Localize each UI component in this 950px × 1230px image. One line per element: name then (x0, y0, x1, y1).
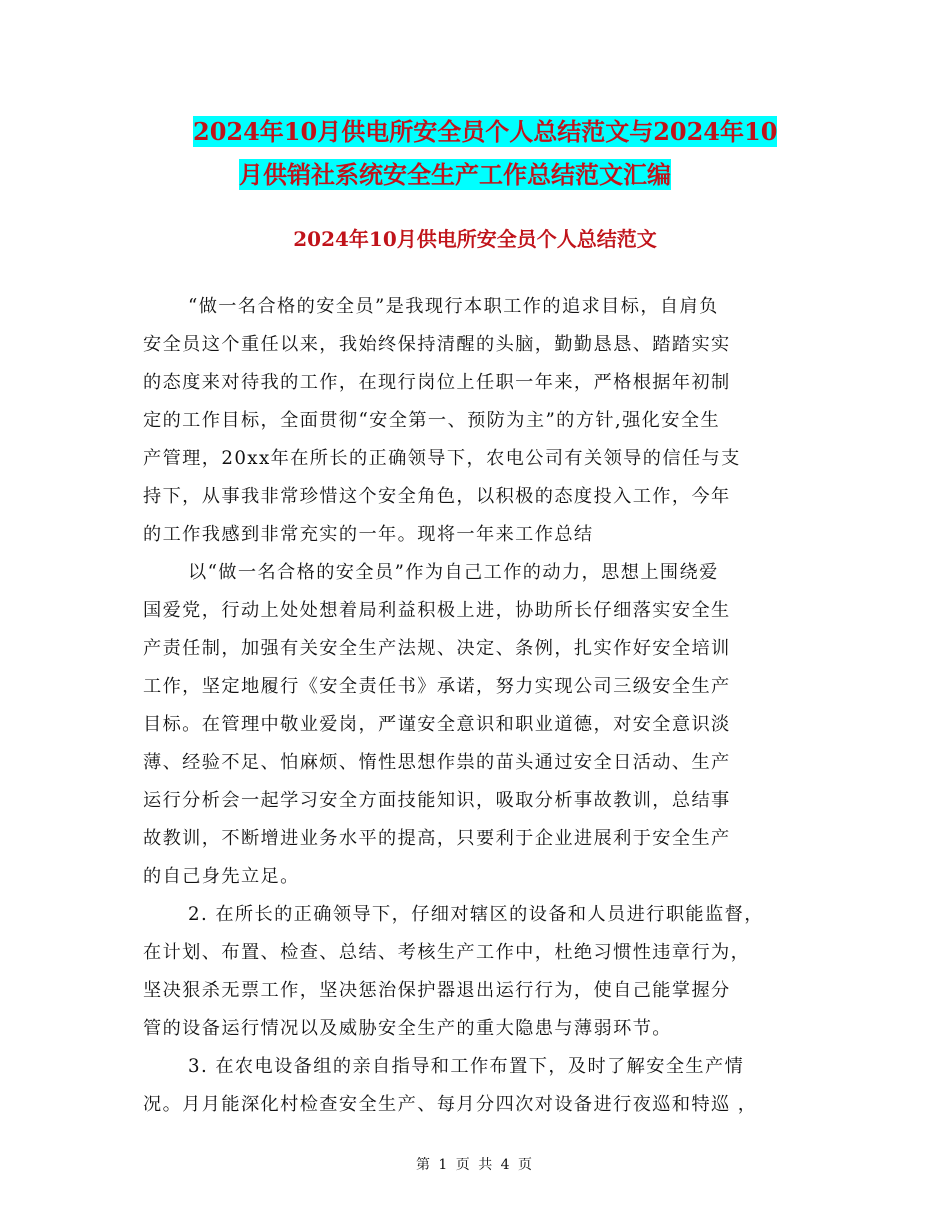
paragraph-line: 的自己身先立足。 (143, 866, 300, 887)
paragraph-line: 3. 在农电设备组的亲自指导和工作布置下，及时了解安全生产情 (188, 1056, 745, 1077)
paragraph-line: 况。月月能深化村检查安全生产、每月分四次对设备进行夜巡和特巡 ， (143, 1094, 758, 1115)
paragraph-line: 2. 在所长的正确领导下，仔细对辖区的设备和人员进行职能监督， (188, 904, 764, 925)
paragraph-line: 产责任制，加强有关安全生产法规、决定、条例，扎实作好安全培训 (143, 638, 731, 659)
document-title-line-1 (0, 114, 950, 150)
paragraph-line: 坚决狠杀无票工作，坚决惩治保护器退出运行行为，使自己能掌握分 (143, 980, 731, 1001)
paragraph-line: 管的设备运行情况以及威胁安全生产的重大隐患与薄弱环节。 (143, 1018, 672, 1039)
page-footer: 第 1 页 共 4 页 (415, 1157, 535, 1173)
paragraph-line: 持下，从事我非常珍惜这个安全角色，以积极的态度投入工作，今年 (143, 486, 731, 507)
paragraph-line: 运行分析会一起学习安全方面技能知识，吸取分析事故教训，总结事 (143, 790, 731, 811)
paragraph-line: 安全员这个重任以来，我始终保持清醒的头脑，勤勤恳恳、踏踏实实 (143, 334, 731, 355)
paragraph-line: 以“做一名合格的安全员”作为自己工作的动力，思想上围绕爱 (188, 562, 719, 583)
paragraph-line: 的工作我感到非常充实的一年。现将一年来工作总结 (143, 524, 594, 545)
paragraph-line: 故教训，不断增进业务水平的提高，只要利于企业进展利于安全生产 (143, 828, 731, 849)
paragraph-line: 目标。在管理中敬业爱岗，严谨安全意识和职业道德，对安全意识淡 (143, 714, 731, 735)
paragraph-line: “做一名合格的安全员”是我现行本职工作的追求目标，自肩负 (188, 296, 719, 317)
paragraph-line: 定的工作目标，全面贯彻“安全第一、预防为主”的方针,强化安全生 (143, 410, 721, 431)
paragraph-line: 在计划、布置、检查、总结、考核生产工作中，杜绝习惯性违章行为， (143, 942, 751, 963)
title-highlight-2: 月供销社系统安全生产工作总结范文汇编 (239, 160, 671, 189)
paragraph-line: 国爱党，行动上处处想着局利益积极上进，协助所长仔细落实安全生 (143, 600, 731, 621)
paragraph-line: 工作，坚定地履行《安全责任书》承诺，努力实现公司三级安全生产 (143, 676, 731, 697)
paragraph-line: 薄、经验不足、怕麻烦、惰性思想作祟的苗头通过安全日活动、生产 (143, 752, 731, 773)
document-title-line-2 (0, 157, 950, 193)
paragraph-line: 的态度来对待我的工作，在现行岗位上任职一年来，严格根据年初制 (143, 372, 731, 393)
title-highlight-1: 2024年10月供电所安全员个人总结范文与2024年10 (193, 117, 778, 146)
section-title: 2024年10月供电所安全员个人总结范文 (293, 227, 657, 251)
paragraph-line: 产管理，20xx年在所长的正确领导下，农电公司有关领导的信任与支 (143, 448, 741, 469)
